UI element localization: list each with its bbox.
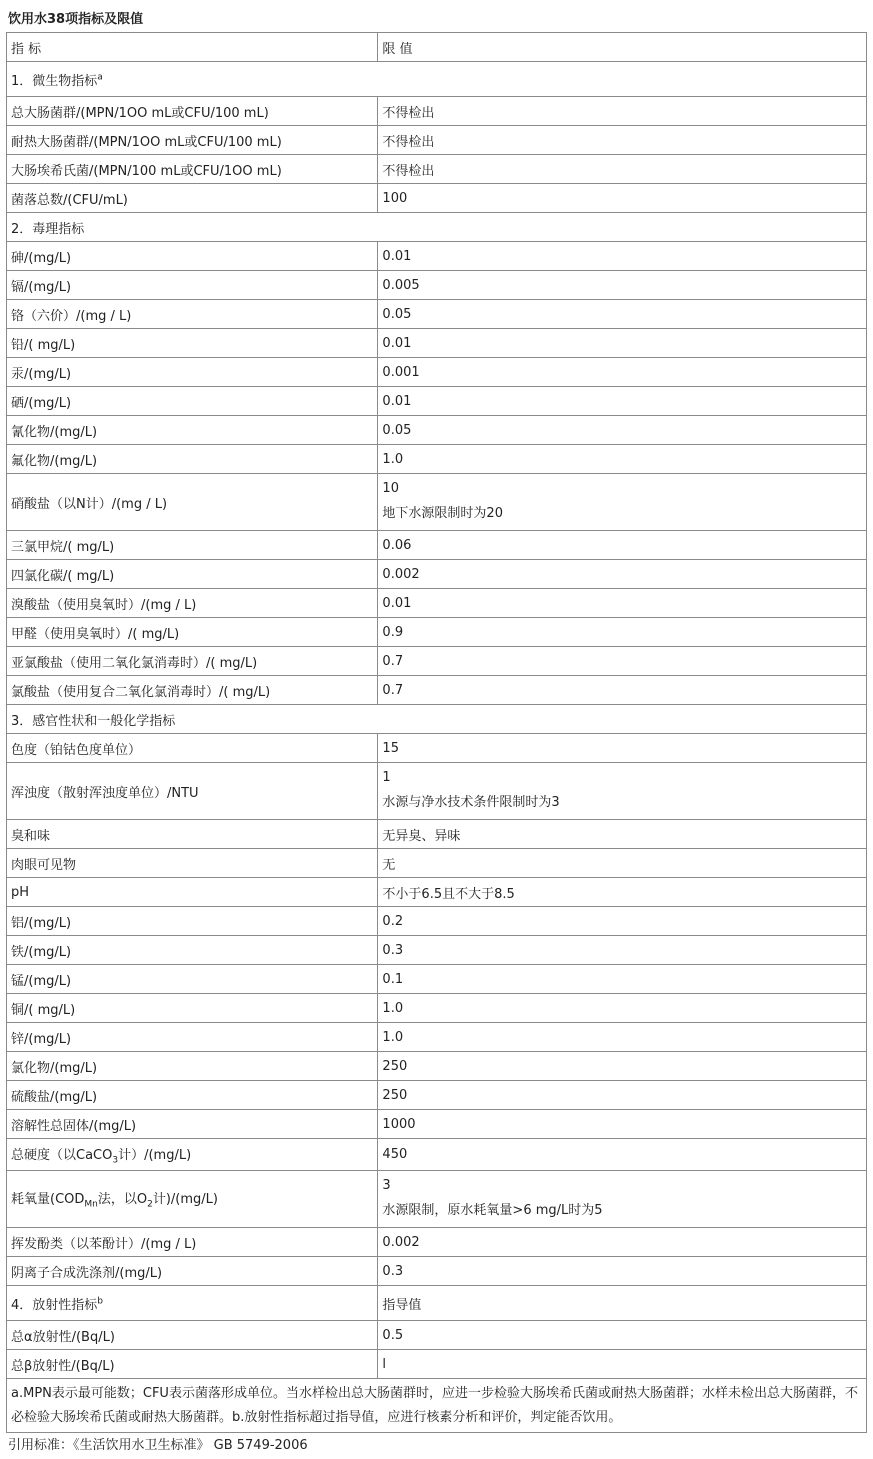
limit-cell: [378, 763, 867, 820]
cell-text: 四氯化碳/( mg/L): [11, 568, 115, 584]
limit-value: 1000: [382, 1116, 416, 1132]
indicator-cell: [7, 618, 378, 647]
cell-text: 臭和味: [11, 828, 51, 844]
table-row: [7, 416, 867, 445]
limit-value: 不得检出: [382, 134, 435, 150]
table-section-row: [7, 705, 867, 734]
limit-cell: [378, 1110, 867, 1139]
cell-text: 铜/( mg/L): [11, 1002, 76, 1018]
cell-text: 色度（铂钴色度单位）: [11, 742, 142, 758]
subscript: 2: [147, 1199, 153, 1210]
limit-value: l: [382, 1356, 387, 1372]
indicator-cell: [7, 820, 378, 849]
indicator-cell: [7, 242, 378, 271]
limit-cell: [378, 445, 867, 474]
cell-text: 铅/( mg/L): [11, 337, 76, 353]
limit-value: 1.0: [382, 1029, 404, 1045]
limit-cell: [378, 387, 867, 416]
limit-value: 0.005: [382, 277, 420, 293]
limit-condition: 地下水源限制时为20: [382, 506, 503, 521]
cell-text: 铝/(mg/L): [11, 915, 72, 931]
header-indicator: 指 标: [7, 33, 378, 62]
cell-text: 氟化物/(mg/L): [11, 453, 98, 469]
limit-cell: [378, 878, 867, 907]
limit-condition: 水源与净水技术条件限制时为3: [382, 795, 560, 810]
table-section-row: [7, 62, 867, 97]
limit-value: 指导值: [382, 1297, 422, 1313]
table-row: [7, 849, 867, 878]
limit-cell: [378, 1228, 867, 1257]
table-row: [7, 271, 867, 300]
table-row: [7, 647, 867, 676]
limit-cell: [378, 1139, 867, 1171]
footnote-marker: a: [97, 72, 103, 83]
table-row: [7, 1321, 867, 1350]
cell-text: 镉/(mg/L): [11, 279, 72, 295]
limit-cell: [378, 676, 867, 705]
limit-value: 不得检出: [382, 163, 435, 179]
table-row: [7, 1110, 867, 1139]
table-header-row: [7, 33, 867, 62]
indicator-cell: [7, 647, 378, 676]
cell-text: 锌/(mg/L): [11, 1031, 72, 1047]
subscript: 3: [112, 1155, 119, 1166]
indicator-cell: [7, 907, 378, 936]
table-row: [7, 589, 867, 618]
table-row: [7, 1139, 867, 1171]
limit-value: 1.0: [382, 451, 404, 467]
table-row: [7, 965, 867, 994]
indicator-cell: [7, 849, 378, 878]
table-row: [7, 1052, 867, 1081]
limit-value: 不小于6.5且不大于8.5: [382, 886, 515, 902]
table-row: [7, 1081, 867, 1110]
limit-value: 0.9: [382, 624, 404, 640]
limit-cell: [378, 300, 867, 329]
limit-condition: 水源限制，原水耗氧量>6 mg/L时为5: [382, 1203, 603, 1218]
cell-text: 铁/(mg/L): [11, 944, 72, 960]
table-row: [7, 676, 867, 705]
limit-cell: [378, 1286, 867, 1321]
table-row: [7, 734, 867, 763]
citation: 引用标准：《生活饮用水卫生标准》 GB 5749-2006: [8, 1438, 308, 1453]
cell-text: 总α放射性/(Bq/L): [11, 1329, 115, 1345]
table-row: [7, 936, 867, 965]
table-section-row: [7, 213, 867, 242]
table-row: [7, 155, 867, 184]
cell-text: 氰化物/(mg/L): [11, 424, 98, 440]
indicator-cell: [7, 387, 378, 416]
cell-text: 总大肠菌群/(MPN/1OO mL或CFU/100 mL): [11, 105, 269, 121]
limit-value: 100: [382, 190, 408, 206]
indicator-cell: [7, 965, 378, 994]
cell-text: 计）/(mg/L): [118, 1147, 192, 1163]
limit-value: 0.3: [382, 942, 404, 958]
limit-value: 0.002: [382, 566, 420, 582]
indicator-cell: [7, 763, 378, 820]
indicator-cell: [7, 994, 378, 1023]
table-row: [7, 97, 867, 126]
limit-cell: [378, 1257, 867, 1286]
cell-text: 大肠埃希氏菌/(MPN/100 mL或CFU/1OO mL): [11, 163, 282, 179]
cell-text: 铬（六价）/(mg / L): [11, 308, 132, 324]
table-row: [7, 531, 867, 560]
section-title: [7, 213, 867, 242]
limit-value: 0.05: [382, 422, 412, 438]
limit-value: 无: [382, 857, 396, 873]
limit-value: 0.3: [382, 1263, 404, 1279]
table-row: [7, 1171, 867, 1228]
indicator-cell: [7, 445, 378, 474]
table-row: [7, 300, 867, 329]
table-row: [7, 1257, 867, 1286]
table-row: [7, 126, 867, 155]
indicator-cell: [7, 676, 378, 705]
limit-value: 0.1: [382, 971, 404, 987]
cell-text: 硒/(mg/L): [11, 395, 72, 411]
limit-cell: [378, 647, 867, 676]
limit-value: 0.7: [382, 682, 404, 698]
cell-text: a.MPN表示最可能数；CFU表示菌落形成单位。当水样检出总大肠菌群时，应进一步检验大肠埃希氏菌或耐热大肠菌群；水样未检出总大肠菌群，不必检验大肠埃希氏菌或耐热大肠菌群。b.放射性指标超过指导值，应进行核素分析和评价，判定能否饮用。: [11, 1385, 858, 1425]
indicator-cell: [7, 936, 378, 965]
cell-text: 氯酸盐（使用复合二氧化氯消毒时）/( mg/L): [11, 684, 271, 700]
cell-text: 挥发酚类（以苯酚计）/(mg / L): [11, 1236, 197, 1252]
limit-cell: [378, 1321, 867, 1350]
table-row: [7, 184, 867, 213]
limit-value: 0.01: [382, 248, 412, 264]
indicator-cell: [7, 126, 378, 155]
limit-value: 250: [382, 1058, 408, 1074]
indicator-cell: [7, 1171, 378, 1228]
limit-cell: [378, 416, 867, 445]
limit-cell: [378, 560, 867, 589]
table-row: [7, 1023, 867, 1052]
indicator-cell: [7, 1350, 378, 1379]
indicator-cell: [7, 1286, 378, 1321]
limit-cell: [378, 1081, 867, 1110]
limit-cell: [378, 618, 867, 647]
table-row: [7, 763, 867, 820]
limit-cell: [378, 97, 867, 126]
cell-text: 总β放射性/(Bq/L): [11, 1358, 115, 1374]
indicator-cell: [7, 589, 378, 618]
table-row: [7, 878, 867, 907]
limit-cell: [378, 965, 867, 994]
limit-value: 250: [382, 1087, 408, 1103]
indicator-cell: [7, 1321, 378, 1350]
indicator-cell: [7, 1023, 378, 1052]
indicator-cell: [7, 1081, 378, 1110]
cell-text: 1．微生物指标: [11, 73, 98, 89]
indicator-cell: [7, 271, 378, 300]
page-title: 饮用水38项指标及限值: [8, 12, 144, 27]
limit-cell: [378, 994, 867, 1023]
table-row: [7, 907, 867, 936]
table-row: [7, 329, 867, 358]
limit-value: 0.002: [382, 1234, 420, 1250]
limit-value: 0.01: [382, 595, 412, 611]
limit-value: 0.001: [382, 364, 420, 380]
limit-cell: [378, 126, 867, 155]
table-row: [7, 994, 867, 1023]
indicator-cell: [7, 300, 378, 329]
table-row: [7, 445, 867, 474]
subscript: Mn: [84, 1199, 98, 1210]
header-limit: 限 值: [378, 33, 867, 62]
indicator-cell: [7, 1139, 378, 1171]
table-note-row: [7, 1379, 867, 1433]
section-title: [7, 705, 867, 734]
limit-cell: [378, 1052, 867, 1081]
limit-cell: [378, 820, 867, 849]
indicator-table: [6, 32, 867, 1433]
indicator-cell: [7, 329, 378, 358]
indicator-cell: [7, 1228, 378, 1257]
limit-value: 0.01: [382, 393, 412, 409]
limit-value: 3: [382, 1178, 391, 1193]
limit-value: 1.0: [382, 1000, 404, 1016]
footnote-marker: b: [97, 1296, 103, 1307]
limit-cell: [378, 907, 867, 936]
limit-cell: [378, 531, 867, 560]
limit-cell: [378, 184, 867, 213]
cell-text: 甲醛（使用臭氧时）/( mg/L): [11, 626, 180, 642]
indicator-cell: [7, 560, 378, 589]
indicator-cell: [7, 1052, 378, 1081]
indicator-cell: [7, 1257, 378, 1286]
table-row: [7, 358, 867, 387]
limit-cell: [378, 589, 867, 618]
cell-text: 浑浊度（散射浑浊度单位）/NTU: [11, 785, 199, 801]
indicator-cell: [7, 416, 378, 445]
limit-cell: [378, 734, 867, 763]
indicator-cell: [7, 878, 378, 907]
cell-text: 溴酸盐（使用臭氧时）/(mg / L): [11, 597, 197, 613]
cell-text: 三氯甲烷/( mg/L): [11, 539, 115, 555]
cell-text: 总硬度（以CaCO: [11, 1147, 113, 1163]
limit-value: 450: [382, 1147, 408, 1162]
cell-text: 硝酸盐（以N计）/(mg / L): [11, 496, 168, 512]
cell-text: 亚氯酸盐（使用二氧化氯消毒时）/( mg/L): [11, 655, 258, 671]
cell-text: 耗氧量(COD: [11, 1192, 85, 1208]
limit-value: 10: [382, 481, 399, 496]
cell-text: 法，以O: [97, 1192, 148, 1208]
cell-text: 氯化物/(mg/L): [11, 1060, 98, 1076]
table-row: [7, 242, 867, 271]
cell-text: 耐热大肠菌群/(MPN/1OO mL或CFU/100 mL): [11, 134, 282, 150]
cell-text: 阴离子合成洗涤剂/(mg/L): [11, 1265, 163, 1281]
limit-cell: [378, 474, 867, 531]
limit-value: 15: [382, 740, 399, 756]
limit-cell: [378, 1350, 867, 1379]
table-row: [7, 1286, 867, 1321]
limit-value: 0.7: [382, 653, 404, 669]
limit-cell: [378, 936, 867, 965]
cell-text: 溶解性总固体/(mg/L): [11, 1118, 137, 1134]
limit-value: 0.05: [382, 306, 412, 322]
table-row: [7, 618, 867, 647]
table-row: [7, 820, 867, 849]
indicator-cell: [7, 97, 378, 126]
cell-text: 肉眼可见物: [11, 857, 77, 873]
footnote-text: [7, 1379, 867, 1433]
cell-text: 2．毒理指标: [11, 221, 85, 237]
table-row: [7, 560, 867, 589]
indicator-cell: [7, 474, 378, 531]
indicator-cell: [7, 531, 378, 560]
cell-text: 硫酸盐/(mg/L): [11, 1089, 98, 1105]
cell-text: 汞/(mg/L): [11, 366, 72, 382]
indicator-cell: [7, 184, 378, 213]
limit-cell: [378, 1171, 867, 1228]
limit-cell: [378, 849, 867, 878]
limit-value: 0.06: [382, 537, 412, 553]
limit-value: 不得检出: [382, 105, 435, 121]
cell-text: 计)/(mg/L): [152, 1192, 218, 1208]
cell-text: pH: [11, 884, 30, 900]
cell-text: 砷/(mg/L): [11, 250, 72, 266]
cell-text: 4．放射性指标: [11, 1297, 98, 1313]
limit-cell: [378, 271, 867, 300]
table-row: [7, 1228, 867, 1257]
indicator-cell: [7, 155, 378, 184]
limit-value: 0.2: [382, 913, 404, 929]
limit-cell: [378, 1023, 867, 1052]
table-row: [7, 1350, 867, 1379]
section-title: [7, 62, 867, 97]
limit-value: 无异臭、异味: [382, 828, 461, 844]
limit-value: 0.5: [382, 1327, 404, 1343]
cell-text: 锰/(mg/L): [11, 973, 72, 989]
limit-cell: [378, 242, 867, 271]
indicator-cell: [7, 358, 378, 387]
cell-text: 菌落总数/(CFU/mL): [11, 192, 128, 208]
indicator-cell: [7, 1110, 378, 1139]
limit-value: 0.01: [382, 335, 412, 351]
cell-text: 3．感官性状和一般化学指标: [11, 713, 176, 729]
indicator-cell: [7, 734, 378, 763]
limit-value: 1: [382, 770, 391, 785]
table-row: [7, 387, 867, 416]
limit-cell: [378, 155, 867, 184]
table-row: [7, 474, 867, 531]
limit-cell: [378, 358, 867, 387]
limit-cell: [378, 329, 867, 358]
